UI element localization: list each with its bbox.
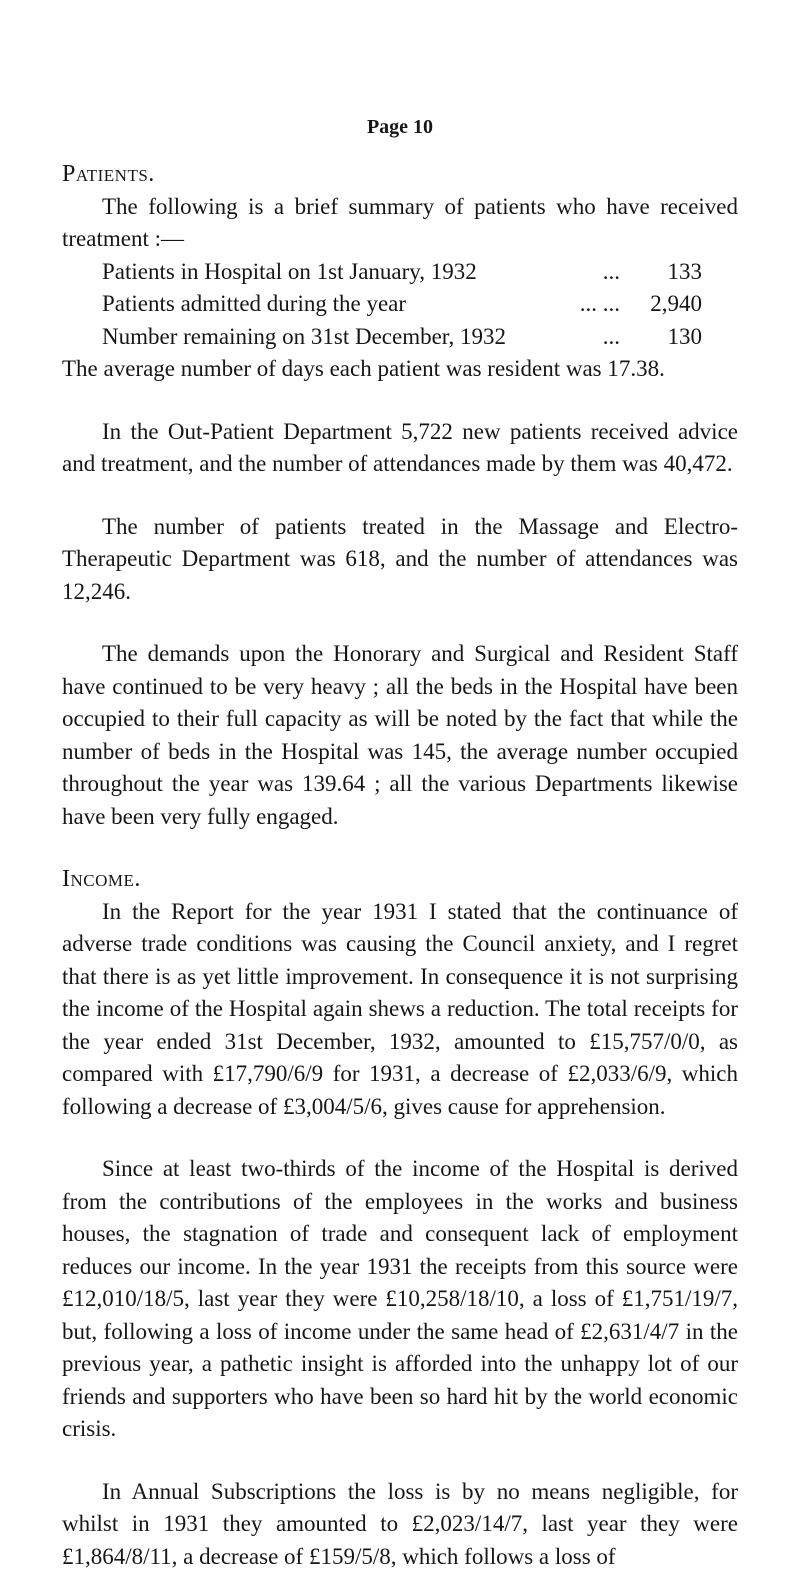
outpatient-paragraph: In the Out-Patient Department 5,722 new patients received advice and treatment, and the number of attendances made by them was 40,472. <box>62 416 738 481</box>
paragraph-gap <box>62 1123 738 1153</box>
subscriptions-paragraph: In Annual Subscriptions the loss is by no means negligible, for whilst in 1931 they amounted to £2,023/14/7, last year they were £1,864/8/11, a decrease of £159/5/8, which follows a loss of <box>62 1476 738 1573</box>
stat-value: 133 <box>632 256 702 289</box>
stat-leader-dots: ... <box>506 321 632 354</box>
staff-demands-paragraph: The demands upon the Honorary and Surgical and Resident Staff have continued to be very heavy ; all the beds in the Hospital have been occupied to their full capacity as will be noted by the fact that while the number of beds in the Hospital was 145, the average number occupied throughout the year was 139.64 ; all the various Departments likewise have been very fully engaged. <box>62 638 738 833</box>
paragraph-gap <box>62 481 738 511</box>
patients-heading: Patients. <box>62 158 738 191</box>
stat-line-patients-admitted <box>62 288 702 321</box>
income-report-paragraph: In the Report for the year 1931 I stated that the continuance of adverse trade conditions was causing the Council anxiety, and I regret that there is as yet little improvement. In consequence it is not surprising the income of the Hospital again shews a reduction. The total receipts for the year ended 31st December, 1932, amounted to £15,757/0/0, as compared with £17,790/6/9 for 1931, a decrease of £2,033/6/9, which following a decrease of £3,004/5/6, gives cause for apprehension. <box>62 896 738 1124</box>
stat-line-number-remaining <box>62 321 702 354</box>
document-body <box>62 158 738 1573</box>
page-number: Page 10 <box>0 116 800 139</box>
contributions-paragraph: Since at least two-thirds of the income of the Hospital is derived from the contributions of the employees in the works and business houses, the stagnation of trade and consequent lack of employment reduces our income. In the year 1931 the receipts from this source were £12,010/18/5, last year they were £10,258/18/10, a loss of £1,751/19/7, but, following a loss of income under the same head of £2,631/4/7 in the previous year, a pathetic insight is afforded into the unhappy lot of our friends and supporters who have been so hard hit by the world economic crisis. <box>62 1153 738 1446</box>
stat-label: Patients admitted during the year <box>102 288 406 321</box>
paragraph-gap <box>62 386 738 416</box>
massage-paragraph: The number of patients treated in the Massage and Electro-Therapeutic Department was 618, and the number of attendances was 12,246. <box>62 511 738 609</box>
stat-leader-dots: ... <box>477 256 632 289</box>
paragraph-gap <box>62 1446 738 1476</box>
stat-value: 130 <box>632 321 702 354</box>
average-days-line: The average number of days each patient was resident was 17.38. <box>62 353 738 386</box>
stat-leader-dots: ... ... <box>406 288 632 321</box>
stat-label: Patients in Hospital on 1st January, 1932 <box>102 256 477 289</box>
stat-label: Number remaining on 31st December, 1932 <box>102 321 506 354</box>
paragraph-gap <box>62 608 738 638</box>
section-gap <box>62 833 738 863</box>
stat-value: 2,940 <box>632 288 702 321</box>
income-heading: Income. <box>62 863 738 896</box>
patients-intro-paragraph: The following is a brief summary of patients who have received treatment :— <box>62 191 738 256</box>
stat-line-patients-in-hospital <box>62 256 702 289</box>
